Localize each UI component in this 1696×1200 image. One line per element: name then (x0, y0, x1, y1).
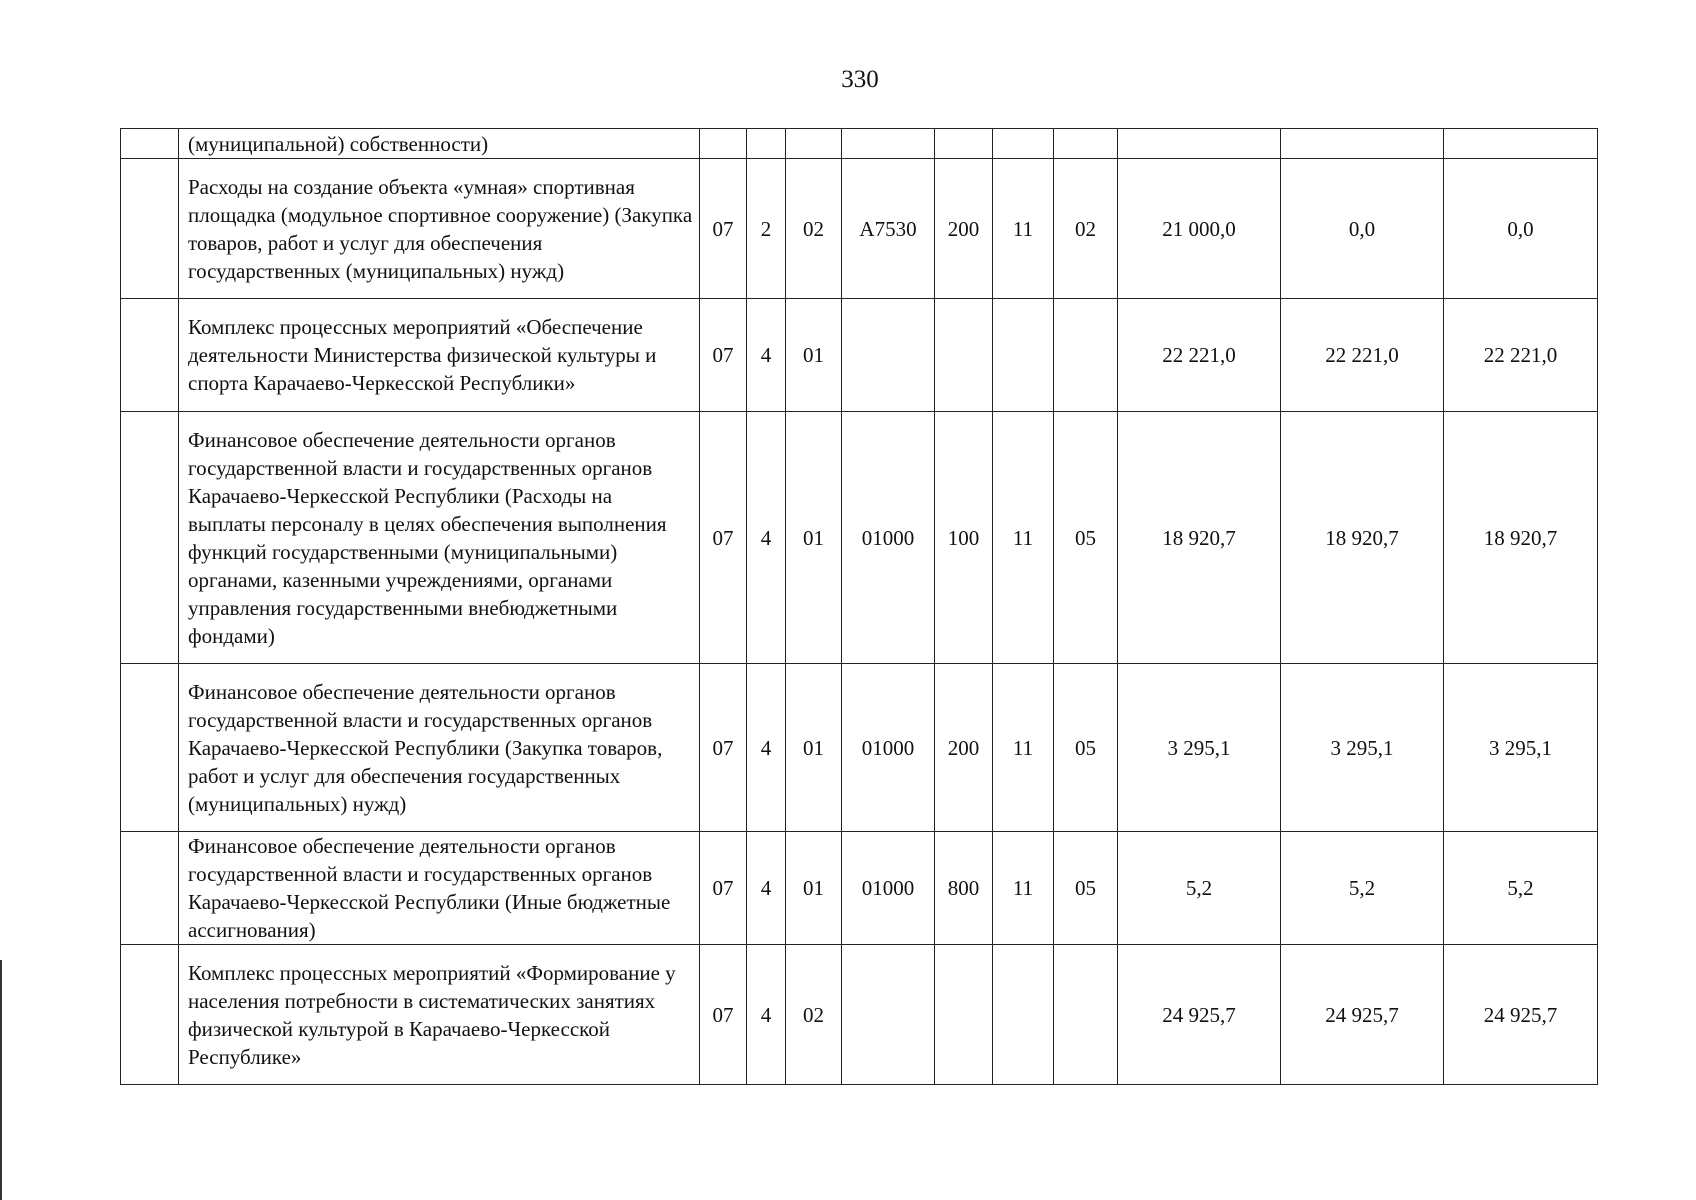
amount-year3-cell (1444, 129, 1598, 159)
direction-code-cell (842, 299, 935, 412)
amount-year2-cell: 3 295,1 (1281, 664, 1444, 832)
item-name-cell: Комплекс процессных мероприятий «Обеспечение деятельности Министерства физической культуры и спорта Карачаево-Черкесской Республики» (179, 299, 700, 412)
expense-type-cell (935, 129, 993, 159)
amount-year1-cell: 22 221,0 (1118, 299, 1281, 412)
row-number-cell (121, 159, 179, 299)
division-code-cell (993, 129, 1054, 159)
program-type-cell: 2 (747, 159, 786, 299)
section-code-cell: 07 (700, 945, 747, 1085)
amount-year1-cell: 24 925,7 (1118, 945, 1281, 1085)
section-code-cell: 07 (700, 832, 747, 945)
row-number-cell (121, 832, 179, 945)
subprogram-code-cell: 01 (786, 832, 842, 945)
division-code-cell: 11 (993, 664, 1054, 832)
amount-year2-cell: 5,2 (1281, 832, 1444, 945)
subdivision-code-cell: 05 (1054, 412, 1118, 664)
row-number-cell (121, 129, 179, 159)
row-number-cell (121, 299, 179, 412)
table-row (121, 664, 1598, 832)
subprogram-code-cell: 01 (786, 412, 842, 664)
budget-table (120, 128, 1598, 1085)
row-number-cell (121, 945, 179, 1085)
page-number: 330 (841, 66, 879, 93)
division-code-cell (993, 299, 1054, 412)
subdivision-code-cell: 02 (1054, 159, 1118, 299)
program-type-cell (747, 129, 786, 159)
amount-year3-cell: 22 221,0 (1444, 299, 1598, 412)
item-name-cell: Комплекс процессных мероприятий «Формирование у населения потребности в систематических занятиях физической культурой в Карачаево-Черкесской Республике» (179, 945, 700, 1085)
table-row (121, 159, 1598, 299)
section-code-cell: 07 (700, 299, 747, 412)
amount-year3-cell: 18 920,7 (1444, 412, 1598, 664)
division-code-cell: 11 (993, 159, 1054, 299)
program-type-cell: 4 (747, 832, 786, 945)
direction-code-cell: А7530 (842, 159, 935, 299)
amount-year1-cell: 18 920,7 (1118, 412, 1281, 664)
direction-code-cell (842, 945, 935, 1085)
amount-year3-cell: 5,2 (1444, 832, 1598, 945)
section-code-cell: 07 (700, 664, 747, 832)
table-row (121, 129, 1598, 159)
amount-year2-cell: 24 925,7 (1281, 945, 1444, 1085)
table-body (121, 129, 1598, 1085)
subprogram-code-cell (786, 129, 842, 159)
subprogram-code-cell: 01 (786, 664, 842, 832)
amount-year1-cell (1118, 129, 1281, 159)
expense-type-cell: 100 (935, 412, 993, 664)
amount-year2-cell (1281, 129, 1444, 159)
direction-code-cell: 01000 (842, 412, 935, 664)
amount-year1-cell: 21 000,0 (1118, 159, 1281, 299)
subdivision-code-cell: 05 (1054, 832, 1118, 945)
amount-year1-cell: 5,2 (1118, 832, 1281, 945)
subdivision-code-cell (1054, 129, 1118, 159)
item-name-cell: Финансовое обеспечение деятельности органов государственной власти и государственных органов Карачаево-Черкесской Республики (Закупка товаров, работ и услуг для обеспечения государственных (муниципальных) нужд) (179, 664, 700, 832)
program-type-cell: 4 (747, 664, 786, 832)
subprogram-code-cell: 02 (786, 159, 842, 299)
program-type-cell: 4 (747, 299, 786, 412)
program-type-cell: 4 (747, 412, 786, 664)
amount-year3-cell: 3 295,1 (1444, 664, 1598, 832)
expense-type-cell (935, 945, 993, 1085)
expense-type-cell (935, 299, 993, 412)
amount-year2-cell: 22 221,0 (1281, 299, 1444, 412)
table-row (121, 299, 1598, 412)
amount-year1-cell: 3 295,1 (1118, 664, 1281, 832)
item-name-cell: (муниципальной) собственности) (179, 129, 700, 159)
expense-type-cell: 200 (935, 664, 993, 832)
subprogram-code-cell: 01 (786, 299, 842, 412)
amount-year3-cell: 0,0 (1444, 159, 1598, 299)
table-row (121, 832, 1598, 945)
subdivision-code-cell: 05 (1054, 664, 1118, 832)
program-type-cell: 4 (747, 945, 786, 1085)
division-code-cell: 11 (993, 412, 1054, 664)
section-code-cell: 07 (700, 159, 747, 299)
item-name-cell: Финансовое обеспечение деятельности органов государственной власти и государственных органов Карачаево-Черкесской Республики (Иные бюджетные ассигнования) (179, 832, 700, 945)
expense-type-cell: 800 (935, 832, 993, 945)
direction-code-cell: 01000 (842, 832, 935, 945)
row-number-cell (121, 664, 179, 832)
item-name-cell: Финансовое обеспечение деятельности органов государственной власти и государственных органов Карачаево-Черкесской Республики (Расходы на выплаты персоналу в целях обеспечения выполнения функций государственными (муниципальными) органами, казенными учреждениями, органами управления государственными внебюджетными фондами) (179, 412, 700, 664)
direction-code-cell (842, 129, 935, 159)
subprogram-code-cell: 02 (786, 945, 842, 1085)
expense-type-cell: 200 (935, 159, 993, 299)
division-code-cell: 11 (993, 832, 1054, 945)
section-code-cell: 07 (700, 412, 747, 664)
table-row (121, 945, 1598, 1085)
subdivision-code-cell (1054, 945, 1118, 1085)
direction-code-cell: 01000 (842, 664, 935, 832)
amount-year2-cell: 18 920,7 (1281, 412, 1444, 664)
section-code-cell (700, 129, 747, 159)
amount-year3-cell: 24 925,7 (1444, 945, 1598, 1085)
row-number-cell (121, 412, 179, 664)
amount-year2-cell: 0,0 (1281, 159, 1444, 299)
subdivision-code-cell (1054, 299, 1118, 412)
item-name-cell: Расходы на создание объекта «умная» спортивная площадка (модульное спортивное сооружение) (Закупка товаров, работ и услуг для обеспечения государственных (муниципальных) нужд) (179, 159, 700, 299)
table-row (121, 412, 1598, 664)
division-code-cell (993, 945, 1054, 1085)
scan-edge-line (0, 960, 2, 1200)
